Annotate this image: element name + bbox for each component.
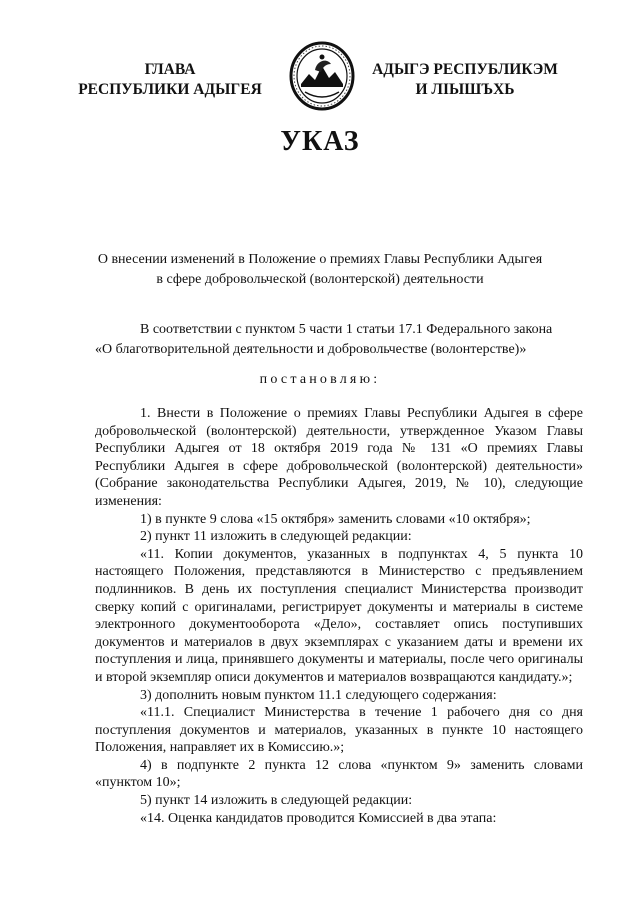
- decree-body: [95, 405, 583, 827]
- paragraph-2: 1) в пункте 9 слова «15 октября» заменить словами «10 октября»;: [140, 511, 531, 527]
- paragraph-9: «14. Оценка кандидатов проводится Комиссией в два этапа:: [140, 810, 497, 826]
- paragraph-4: «11. Копии документов, указанных в подпунктах 4, 5 пункта 10 настоящего Положения, представляются в Министерство с предъявлением подлинников. В день их поступления специалист Министерства производит сверку копий с оригиналами, регистрирует документы и материалы в системе электронного документооборота «Дело», составляет опись поступивших документов и материалов в двух экземплярах с указанием даты и времени их поступления и лица, принявшего документы и материалы, после чего оригиналы и второй экземпляр описи документов и материалов возвращаются кандидату.»;: [95, 546, 583, 685]
- paragraph-7: 4) в подпункте 2 пункта 12 слова «пунктом 9» заменить словами «пунктом 10»;: [95, 757, 583, 791]
- basis-line1: В соответствии с пунктом 5 части 1 статьи 17.1 Федерального закона: [140, 322, 553, 337]
- header-right-line2: И ЛІЫШЪХЬ: [415, 81, 515, 98]
- subject-line2: в сфере добровольческой (волонтерской) деятельности: [156, 272, 484, 287]
- decree-subject: [60, 250, 580, 290]
- paragraph-3: 2) пункт 11 изложить в следующей редакции:: [140, 529, 412, 545]
- header-right-line1: АДЫГЭ РЕСПУБЛИКЭМ: [372, 61, 558, 78]
- paragraph-8: 5) пункт 14 изложить в следующей редакции:: [140, 793, 413, 809]
- header-left-line2: РЕСПУБЛИКИ АДЫГЕЯ: [78, 81, 262, 98]
- paragraph-6: «11.1. Специалист Министерства в течение 1 рабочего дня со дня поступления документов и материалов, указанных в пункте 10 настоящего Положения, направляет их в Комиссию.»;: [95, 705, 583, 756]
- paragraph-5: 3) дополнить новым пунктом 11.1 следующего содержания:: [140, 687, 497, 703]
- legal-basis: [95, 320, 580, 360]
- header-right: [365, 60, 565, 100]
- document-title: УКАЗ: [280, 126, 360, 157]
- coat-of-arms-icon: [287, 40, 357, 112]
- header-left: [60, 60, 280, 100]
- subject-line1: О внесении изменений в Положение о премиях Главы Республики Адыгея: [97, 252, 543, 267]
- decree-word: постановляю:: [259, 372, 381, 387]
- basis-line2: «О благотворительной деятельности и добровольчестве (волонтерстве)»: [95, 342, 527, 357]
- paragraph-1: 1. Внести в Положение о премиях Главы Республики Адыгея в сфере добровольческой (волонтерской) деятельности, утвержденное Указом Главы Республики Адыгея от 18 октября 2019 года № 131 «О премиях Главы Республики Адыгея в сфере добровольческой (волонтерской) деятельности» (Собрание законодательства Республики Адыгея, 2019, № 10), следующие изменения:: [95, 406, 583, 509]
- header-left-line1: ГЛАВА: [144, 61, 196, 78]
